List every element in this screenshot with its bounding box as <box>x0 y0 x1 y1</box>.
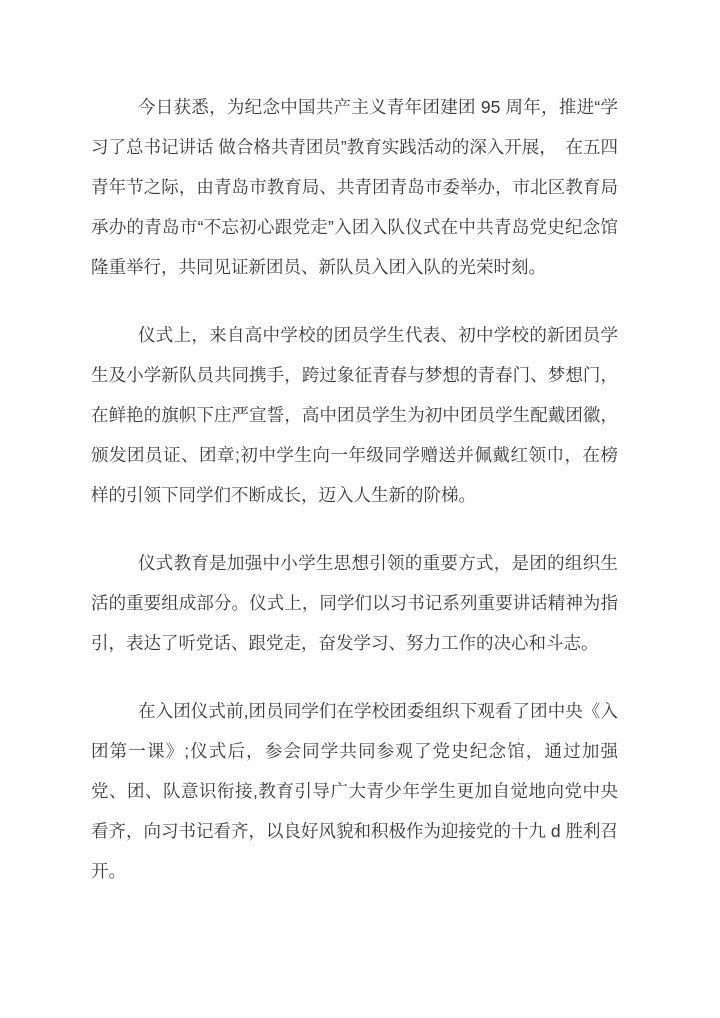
paragraph-ceremony-description: 仪式上，来自高中学校的团员学生代表、初中学校的新团员学生及小学新队员共同携手，跨过象征青春与梦想的青春门、梦想门，在鲜艳的旗帜下庄严宣誓，高中团员学生为初中团员学生配戴团徽，颁发团员证、团章;初中学生向一年级同学赠送并佩戴红领巾，在榜样的引领下同学们不断成长，迈入人生新的阶梯。 <box>91 325 618 505</box>
paragraph-closing: 在入团仪式前,团员同学们在学校团委组织下观看了团中央《入团第一课》;仪式后，参会同学共同参观了党史纪念馆，通过加强党、团、队意识衔接,教育引导广大青少年学生更加自觉地向党中央看齐，向习书记看齐，以良好风貌和积极作为迎接党的十九 d 胜利召开。 <box>91 701 618 881</box>
paragraph-intro: 今日获悉，为纪念中国共产主义青年团建团 95 周年，推进“学习了总书记讲话 做合格共青团员”教育实践活动的深入开展， 在五四青年节之际，由青岛市教育局、共青团青岛市委举办，市北区教育局承办的青岛市“不忘初心跟党走”入团入队仪式在中共青岛党史纪念馆隆重举行，共同见证新团员、新队员入团入队的光荣时刻。 <box>91 97 618 277</box>
paragraph-ceremony-education: 仪式教育是加强中小学生思想引领的重要方式，是团的组织生活的重要组成部分。仪式上，同学们以习书记系列重要讲话精神为指引，表达了听党话、跟党走，奋发学习、努力工作的决心和斗志。 <box>91 553 618 653</box>
